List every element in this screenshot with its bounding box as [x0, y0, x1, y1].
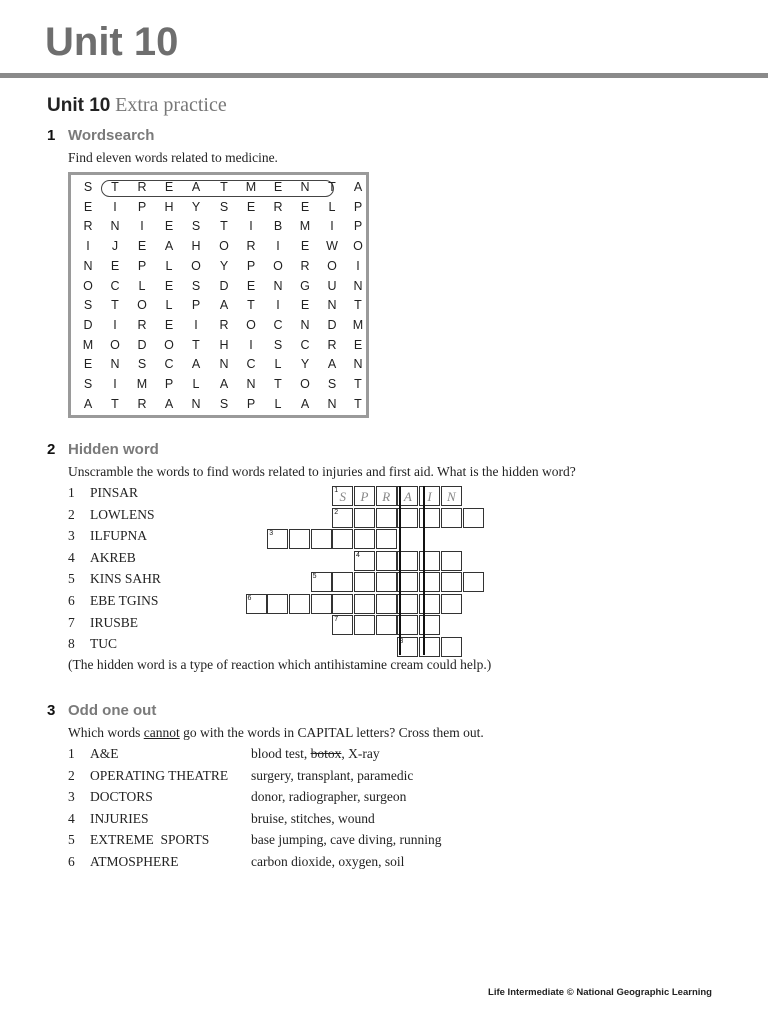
clue-number: 7 — [334, 616, 339, 623]
wordsearch-letter[interactable]: O — [83, 278, 93, 293]
letter-box[interactable] — [419, 594, 440, 614]
wordsearch-letter[interactable]: C — [110, 278, 120, 293]
wordsearch-letter[interactable]: E — [164, 317, 174, 332]
letter-box[interactable] — [463, 572, 484, 592]
header-divider — [0, 73, 768, 78]
wordsearch-letter[interactable]: L — [165, 258, 173, 273]
capital-word: ATMOSPHERE — [90, 853, 179, 869]
wordsearch-letter[interactable]: S — [273, 337, 283, 352]
wordsearch-letter[interactable]: E — [164, 278, 174, 293]
wordsearch-letter[interactable]: Y — [219, 258, 229, 273]
letter-box[interactable] — [332, 594, 353, 614]
wordsearch-letter[interactable]: C — [246, 357, 256, 372]
hidden-word-item-number: 5 — [68, 571, 75, 587]
wordsearch-letter[interactable]: R — [273, 199, 283, 214]
wordsearch-letter[interactable]: H — [219, 337, 229, 352]
wordsearch-letter[interactable]: T — [247, 298, 255, 313]
section-3-title: Odd one out — [68, 702, 157, 719]
section-1-number: 1 — [47, 127, 56, 144]
wordsearch-letter[interactable]: P — [191, 298, 201, 313]
wordsearch-letter[interactable]: H — [191, 239, 201, 254]
clue-number: 3 — [269, 530, 274, 537]
wordsearch-letter[interactable]: A — [219, 298, 229, 313]
letter-box[interactable] — [332, 486, 353, 506]
wordsearch-letter[interactable]: R — [137, 180, 147, 194]
clue-number: 5 — [312, 573, 317, 580]
letter-box[interactable] — [441, 486, 462, 506]
wordsearch-letter[interactable]: M — [352, 317, 364, 332]
wordsearch-letter[interactable]: E — [353, 337, 363, 352]
wordsearch-letter[interactable]: G — [300, 278, 310, 293]
wordsearch-letter[interactable]: I — [194, 317, 198, 332]
word-options[interactable] — [251, 854, 404, 870]
wordsearch-letter[interactable]: O — [327, 258, 337, 273]
wordsearch-letter[interactable]: L — [192, 377, 200, 391]
letter-box[interactable] — [441, 637, 462, 657]
page-subtitle — [47, 94, 227, 117]
wordsearch-letter[interactable]: E — [300, 239, 310, 254]
wordsearch-letter[interactable]: A — [191, 180, 201, 194]
wordsearch-letter[interactable]: S — [83, 377, 93, 391]
wordsearch-letter[interactable]: S — [137, 357, 147, 372]
wordsearch-letter[interactable]: P — [137, 199, 147, 214]
wordsearch-letter[interactable]: A — [83, 396, 93, 411]
wordsearch-letter[interactable]: I — [276, 239, 280, 254]
wordsearch-row — [71, 296, 366, 316]
scrambled-word: IRUSBE — [90, 614, 139, 630]
wordsearch-letter[interactable]: T — [354, 377, 362, 391]
wordsearch-letter[interactable]: R — [327, 337, 337, 352]
wordsearch-letter[interactable]: S — [83, 298, 93, 313]
wordsearch-letter[interactable]: P — [246, 396, 256, 411]
option-text: bruise, stitches, wound — [251, 810, 375, 826]
letter-box[interactable] — [376, 529, 397, 549]
wordsearch-letter[interactable]: C — [273, 317, 283, 332]
example-letter: P — [360, 489, 369, 504]
letter-box[interactable] — [397, 486, 418, 506]
section-2-instruction: Unscramble the words to find words related to injuries and first aid. What is the hidden word? — [68, 464, 576, 479]
wordsearch-letter[interactable]: N — [327, 298, 337, 313]
letter-box[interactable] — [289, 529, 310, 549]
letter-box[interactable] — [311, 572, 332, 592]
wordsearch-letter[interactable]: M — [299, 219, 311, 234]
wordsearch-letter[interactable]: O — [164, 337, 174, 352]
wordsearch-letter[interactable]: E — [110, 258, 120, 273]
wordsearch-letter[interactable]: A — [219, 377, 229, 391]
clue-number: 6 — [247, 594, 252, 602]
wordsearch-letter[interactable]: W — [326, 239, 338, 254]
wordsearch-letter[interactable]: A — [164, 239, 174, 254]
wordsearch-letter[interactable]: I — [276, 298, 280, 313]
wordsearch-letter[interactable]: S — [83, 180, 93, 194]
wordsearch-letter[interactable]: A — [164, 396, 174, 411]
wordsearch-letter[interactable]: O — [353, 239, 363, 254]
wordsearch-letter[interactable]: E — [300, 298, 310, 313]
scrambled-word: ILFUPNA — [90, 528, 148, 544]
wordsearch-letter[interactable]: S — [191, 278, 201, 293]
wordsearch-row — [71, 277, 366, 297]
wordsearch-letter[interactable]: T — [220, 180, 228, 194]
section-2-note: (The hidden word is a type of reaction which antihistamine cream could help.) — [68, 657, 492, 672]
odd-item-number: 2 — [68, 767, 75, 783]
letter-box[interactable] — [311, 594, 332, 614]
wordsearch-letter[interactable]: L — [274, 357, 282, 372]
wordsearch-letter[interactable]: T — [111, 180, 119, 194]
capital-word: INJURIES — [90, 810, 149, 826]
letter-box[interactable] — [441, 572, 462, 592]
wordsearch-letter[interactable]: I — [249, 219, 253, 234]
odd-item-number: 4 — [68, 810, 75, 826]
wordsearch-letter[interactable]: C — [164, 357, 174, 372]
wordsearch-letter[interactable]: C — [300, 337, 310, 352]
capital-word: OPERATING THEATRE — [90, 767, 229, 783]
hidden-word-item-number: 2 — [68, 506, 75, 522]
wordsearch-letter[interactable]: N — [327, 396, 337, 411]
letter-box[interactable] — [441, 508, 462, 528]
letter-box[interactable] — [376, 572, 397, 592]
wordsearch-letter[interactable]: O — [110, 337, 120, 352]
wordsearch-row — [71, 217, 366, 237]
wordsearch-letter[interactable]: H — [164, 199, 174, 214]
wordsearch-letter[interactable]: T — [354, 396, 362, 411]
wordsearch-letter[interactable]: Y — [300, 357, 310, 372]
letter-box[interactable] — [397, 594, 418, 614]
capital-word: A&E — [90, 746, 119, 761]
letter-box[interactable] — [397, 551, 418, 571]
section-3-instruction — [68, 725, 484, 741]
wordsearch-letter[interactable]: T — [354, 298, 362, 313]
wordsearch-letter[interactable]: S — [191, 219, 201, 234]
odd-item-number: 3 — [68, 789, 75, 804]
hidden-word-item-number: 1 — [68, 485, 75, 500]
option-text: donor, radiographer, surgeon — [251, 789, 407, 804]
wordsearch-grid — [68, 172, 369, 418]
wordsearch-letter[interactable]: R — [83, 219, 93, 234]
capital-word: EXTREME SPORTS — [90, 832, 210, 847]
letter-box[interactable] — [354, 594, 375, 614]
section-2-title: Hidden word — [68, 441, 159, 458]
letter-box[interactable] — [397, 637, 418, 657]
crossed-out-word: botox — [310, 746, 342, 761]
letter-box[interactable] — [376, 615, 397, 635]
wordsearch-letter[interactable]: A — [300, 396, 310, 411]
option-text: carbon dioxide, oxygen, soil — [251, 853, 405, 869]
section-3-number: 3 — [47, 702, 56, 719]
unit-title: Unit 10 — [45, 20, 179, 64]
wordsearch-letter[interactable]: N — [191, 396, 201, 411]
letter-box[interactable] — [354, 508, 375, 528]
letter-box[interactable] — [354, 551, 375, 571]
option-text: base jumping, cave diving, running — [251, 832, 442, 847]
wordsearch-letter[interactable]: D — [137, 337, 147, 352]
letter-box[interactable] — [332, 508, 353, 528]
instruction-underlined: cannot — [143, 725, 180, 740]
letter-box[interactable] — [246, 594, 267, 614]
letter-box[interactable] — [332, 572, 353, 592]
wordsearch-row — [71, 375, 366, 395]
wordsearch-letter[interactable]: I — [140, 219, 144, 234]
section-1-title: Wordsearch — [68, 127, 155, 144]
wordsearch-letter[interactable]: T — [111, 396, 119, 411]
wordsearch-letter[interactable]: L — [138, 278, 146, 293]
wordsearch-letter[interactable]: N — [300, 317, 310, 332]
letter-box[interactable] — [267, 594, 288, 614]
wordsearch-letter[interactable]: O — [191, 258, 201, 273]
example-letter: A — [403, 489, 412, 504]
letter-box[interactable] — [419, 637, 440, 657]
letter-box[interactable] — [332, 529, 353, 549]
scrambled-word: LOWLENS — [90, 506, 155, 522]
word-options[interactable] — [251, 768, 413, 784]
wordsearch-letter[interactable]: E — [164, 180, 174, 194]
wordsearch-letter[interactable]: M — [82, 337, 94, 352]
wordsearch-letter[interactable]: I — [86, 239, 90, 254]
section-2-number: 2 — [47, 441, 56, 458]
wordsearch-letter[interactable]: E — [246, 278, 256, 293]
wordsearch-letter[interactable]: R — [219, 317, 229, 332]
wordsearch-letter[interactable]: S — [219, 199, 229, 214]
wordsearch-letter[interactable]: E — [300, 199, 310, 214]
hidden-word-item-number: 6 — [68, 593, 75, 608]
wordsearch-letter[interactable]: I — [113, 377, 117, 391]
letter-box[interactable] — [376, 594, 397, 614]
scrambled-word: PINSAR — [90, 485, 139, 500]
letter-box[interactable] — [419, 551, 440, 571]
example-letter: S — [339, 489, 347, 504]
wordsearch-letter[interactable]: N — [300, 180, 310, 194]
wordsearch-row — [71, 395, 366, 415]
clue-number: 8 — [399, 637, 404, 645]
option-text: blood test, — [251, 746, 311, 761]
capital-word: DOCTORS — [90, 789, 153, 804]
wordsearch-letter[interactable]: N — [246, 377, 256, 391]
letter-box[interactable] — [354, 486, 375, 506]
letter-box[interactable] — [419, 486, 440, 506]
wordsearch-letter[interactable]: T — [328, 180, 336, 194]
subtitle-unit: Unit 10 — [47, 95, 111, 116]
wordsearch-letter[interactable]: R — [300, 258, 310, 273]
wordsearch-letter[interactable]: O — [219, 239, 229, 254]
clue-number: 4 — [356, 551, 360, 559]
word-options[interactable] — [251, 811, 375, 827]
wordsearch-letter[interactable]: I — [356, 258, 360, 273]
odd-item-number: 6 — [68, 853, 75, 869]
wordsearch-letter[interactable]: T — [274, 377, 282, 391]
wordsearch-letter[interactable]: E — [83, 199, 93, 214]
wordsearch-letter[interactable]: N — [219, 357, 229, 372]
letter-box[interactable] — [419, 615, 440, 635]
wordsearch-letter[interactable]: P — [353, 199, 363, 214]
wordsearch-row — [71, 178, 366, 198]
wordsearch-letter[interactable]: S — [219, 396, 229, 411]
wordsearch-letter[interactable]: S — [327, 377, 337, 391]
wordsearch-letter[interactable]: I — [113, 317, 117, 332]
letter-box[interactable] — [267, 529, 288, 549]
wordsearch-letter[interactable]: Y — [191, 199, 201, 214]
wordsearch-letter[interactable]: R — [246, 239, 256, 254]
wordsearch-letter[interactable]: D — [219, 278, 229, 293]
letter-box[interactable] — [463, 508, 484, 528]
wordsearch-row — [71, 257, 366, 277]
wordsearch-letter[interactable]: L — [328, 199, 336, 214]
wordsearch-letter[interactable]: B — [273, 219, 283, 234]
wordsearch-row — [71, 198, 366, 218]
letter-box[interactable] — [376, 551, 397, 571]
wordsearch-letter[interactable]: P — [353, 219, 363, 234]
wordsearch-letter[interactable]: U — [327, 278, 337, 293]
wordsearch-letter[interactable]: P — [164, 377, 174, 391]
instruction-pre: Which words — [68, 725, 144, 740]
hidden-word-item-number: 7 — [68, 614, 75, 630]
wordsearch-letter[interactable]: I — [113, 199, 117, 214]
letter-box[interactable] — [332, 615, 353, 635]
wordsearch-letter[interactable]: L — [165, 298, 173, 313]
wordsearch-row — [71, 316, 366, 336]
wordsearch-letter[interactable]: E — [246, 199, 256, 214]
wordsearch-letter[interactable]: A — [327, 357, 337, 372]
letter-box[interactable] — [397, 615, 418, 635]
wordsearch-letter[interactable]: I — [330, 219, 334, 234]
wordsearch-letter[interactable]: N — [83, 258, 93, 273]
wordsearch-letter[interactable]: P — [246, 258, 256, 273]
wordsearch-letter[interactable]: N — [273, 278, 283, 293]
wordsearch-letter[interactable]: M — [245, 180, 257, 194]
letter-box[interactable] — [397, 508, 418, 528]
wordsearch-letter[interactable]: N — [353, 357, 363, 372]
hidden-word-item-number: 4 — [68, 549, 75, 565]
word-options[interactable] — [251, 746, 380, 762]
wordsearch-letter[interactable]: D — [83, 317, 93, 332]
wordsearch-letter[interactable]: R — [137, 317, 147, 332]
letter-box[interactable] — [311, 529, 332, 549]
scrambled-word: AKREB — [90, 549, 136, 565]
wordsearch-letter[interactable]: R — [137, 396, 147, 411]
letter-box[interactable] — [354, 529, 375, 549]
wordsearch-letter[interactable]: A — [353, 180, 363, 194]
wordsearch-letter[interactable]: A — [191, 357, 201, 372]
letter-box[interactable] — [419, 572, 440, 592]
wordsearch-letter[interactable]: N — [353, 278, 363, 293]
option-text: surgery, transplant, paramedic — [251, 767, 414, 783]
word-options[interactable] — [251, 832, 441, 848]
odd-item-number: 1 — [68, 746, 75, 761]
clue-number: 1 — [334, 487, 339, 494]
wordsearch-row — [71, 237, 366, 257]
wordsearch-letter[interactable]: M — [136, 377, 148, 391]
wordsearch-letter[interactable]: O — [246, 317, 256, 332]
letter-box[interactable] — [354, 615, 375, 635]
wordsearch-letter[interactable]: E — [83, 357, 93, 372]
letter-box[interactable] — [376, 486, 397, 506]
scrambled-word: TUC — [90, 636, 117, 652]
wordsearch-letter[interactable]: N — [110, 357, 120, 372]
footer-credit: Life Intermediate © National Geographic Learning — [488, 987, 712, 998]
clue-number: 2 — [334, 508, 339, 516]
wordsearch-letter[interactable]: T — [192, 337, 200, 352]
wordsearch-letter[interactable]: O — [137, 298, 147, 313]
wordsearch-letter[interactable]: E — [273, 180, 283, 194]
letter-box[interactable] — [397, 572, 418, 592]
hidden-word-item-number: 3 — [68, 528, 75, 544]
subtitle-extra: Extra practice — [115, 94, 227, 116]
example-letter: I — [427, 489, 432, 504]
option-text: , X-ray — [341, 746, 380, 761]
wordsearch-letter[interactable]: O — [300, 377, 310, 391]
wordsearch-letter[interactable]: I — [249, 337, 253, 352]
section-1-instruction: Find eleven words related to medicine. — [68, 150, 278, 165]
example-letter: R — [382, 489, 391, 504]
wordsearch-letter[interactable]: P — [137, 258, 147, 273]
letter-box[interactable] — [441, 594, 462, 614]
letter-box[interactable] — [354, 572, 375, 592]
scrambled-word: KINS SAHR — [90, 571, 161, 587]
wordsearch-row — [71, 355, 366, 375]
wordsearch-letter[interactable]: N — [110, 219, 120, 234]
letter-box[interactable] — [289, 594, 310, 614]
wordsearch-row — [71, 336, 366, 356]
wordsearch-letter[interactable]: O — [273, 258, 283, 273]
word-options[interactable] — [251, 789, 406, 805]
wordsearch-letter[interactable]: L — [274, 396, 282, 411]
wordsearch-letter[interactable]: E — [137, 239, 147, 254]
letter-box[interactable] — [441, 551, 462, 571]
wordsearch-letter[interactable]: E — [164, 219, 174, 234]
instruction-post: go with the words in CAPITAL letters? Cross them out. — [179, 725, 484, 740]
example-letter: N — [446, 489, 456, 504]
letter-box[interactable] — [376, 508, 397, 528]
scrambled-word: EBE TGINS — [90, 593, 159, 608]
wordsearch-letter[interactable]: J — [111, 239, 119, 254]
wordsearch-letter[interactable]: T — [220, 219, 228, 234]
wordsearch-letter[interactable]: T — [111, 298, 119, 313]
odd-item-number: 5 — [68, 832, 75, 847]
letter-box[interactable] — [419, 508, 440, 528]
hidden-word-item-number: 8 — [68, 636, 75, 652]
wordsearch-letter[interactable]: D — [327, 317, 337, 332]
